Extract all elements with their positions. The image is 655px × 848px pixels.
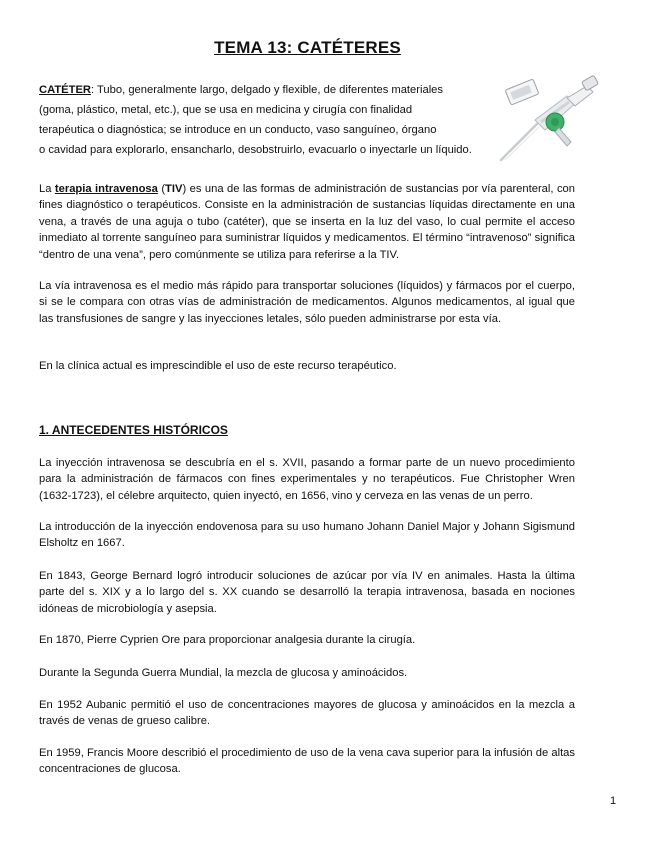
tiv-term: terapia intravenosa — [54, 183, 158, 195]
tiv-abbreviation: TIV — [165, 183, 183, 195]
paragraph: En 1952 Aubanic permitió el uso de concentraciones mayores de glucosa y aminoácidos en la mezcla a través de venas de grueso calibre. — [39, 699, 575, 728]
paragraph: En 1959, Francis Moore describió el procedimiento de uso de la vena cava superior para la infusión de altas concentraciones de glucosa. — [39, 747, 575, 776]
definition-line: o cavidad para explorarlo, ensancharlo, desobstruirlo, evacuarlo o inyectarle un líquido. — [39, 144, 472, 156]
catheter-definition — [39, 80, 509, 160]
definition-line: (goma, plástico, metal, etc.), que se usa en medicina y cirugía con finalidad — [39, 104, 413, 116]
section-heading: 1. ANTECEDENTES HISTÓRICOS — [39, 423, 228, 437]
paragraph: En la clínica actual es imprescindible el uso de este recurso terapéutico. — [39, 360, 397, 372]
tiv-paragraph: La terapia intravenosa (TIV) es una de las formas de administración de sustancias por vía parenteral, con fines diagnóstico o terapéuticos. Consiste en la administración de sustancias líquidas directamente en una vena, a través de una aguja o tubo (catéter), que se inserta en la luz del vaso, lo cual permite el acceso inmediato al torrente sanguíneo para suministrar líquidos y medicamentos. El término “intravenoso” significa “dentro de una vena”, pero comúnmente se utiliza para referirse a la TIV. — [39, 183, 575, 261]
iv-catheter-image — [497, 72, 609, 164]
definition-line: terapéutica o diagnóstica; se introduce en un conducto, vaso sanguíneo, órgano — [39, 124, 437, 136]
paragraph: Durante la Segunda Guerra Mundial, la mezcla de glucosa y aminoácidos. — [39, 667, 408, 679]
definition-line: CATÉTER: Tubo, generalmente largo, delgado y flexible, de diferentes materiales — [39, 84, 443, 96]
paragraph: En 1870, Pierre Cyprien Ore para proporcionar analgesia durante la cirugía. — [39, 634, 416, 646]
paragraph: La introducción de la inyección endovenosa para su uso humano Johann Daniel Major y Johann Sigismund Elsholtz en 1667. — [39, 521, 575, 550]
page-number: 1 — [610, 795, 617, 807]
page-title: TEMA 13: CATÉTERES — [214, 38, 401, 57]
paragraph: La inyección intravenosa se descubría en el s. XVII, pasando a formar parte de un nuevo procedimiento para la administración de fármacos con fines experimentales y no terapéuticos. Fue Christopher Wren (1632-1723), el célebre arquitecto, quien inyectó, en 1656, vino y cerveza en las venas de un perro. — [39, 457, 575, 502]
definition-term: CATÉTER — [39, 84, 91, 96]
paragraph: En 1843, George Bernard logró introducir soluciones de azúcar por vía IV en animales. Hasta la última parte del s. XIX y a lo largo del s. XX cuando se desarrolló la terapia intravenosa, basada en nociones idóneas de microbiología y asepsia. — [39, 570, 575, 615]
paragraph: La vía intravenosa es el medio más rápido para transportar soluciones (líquidos) y fármacos por el cuerpo, si se le compara con otras vías de administración de medicamentos. Algunos medicamentos, al igual que las transfusiones de sangre y las inyecciones letales, sólo pueden administrarse por esta vía. — [39, 280, 575, 325]
